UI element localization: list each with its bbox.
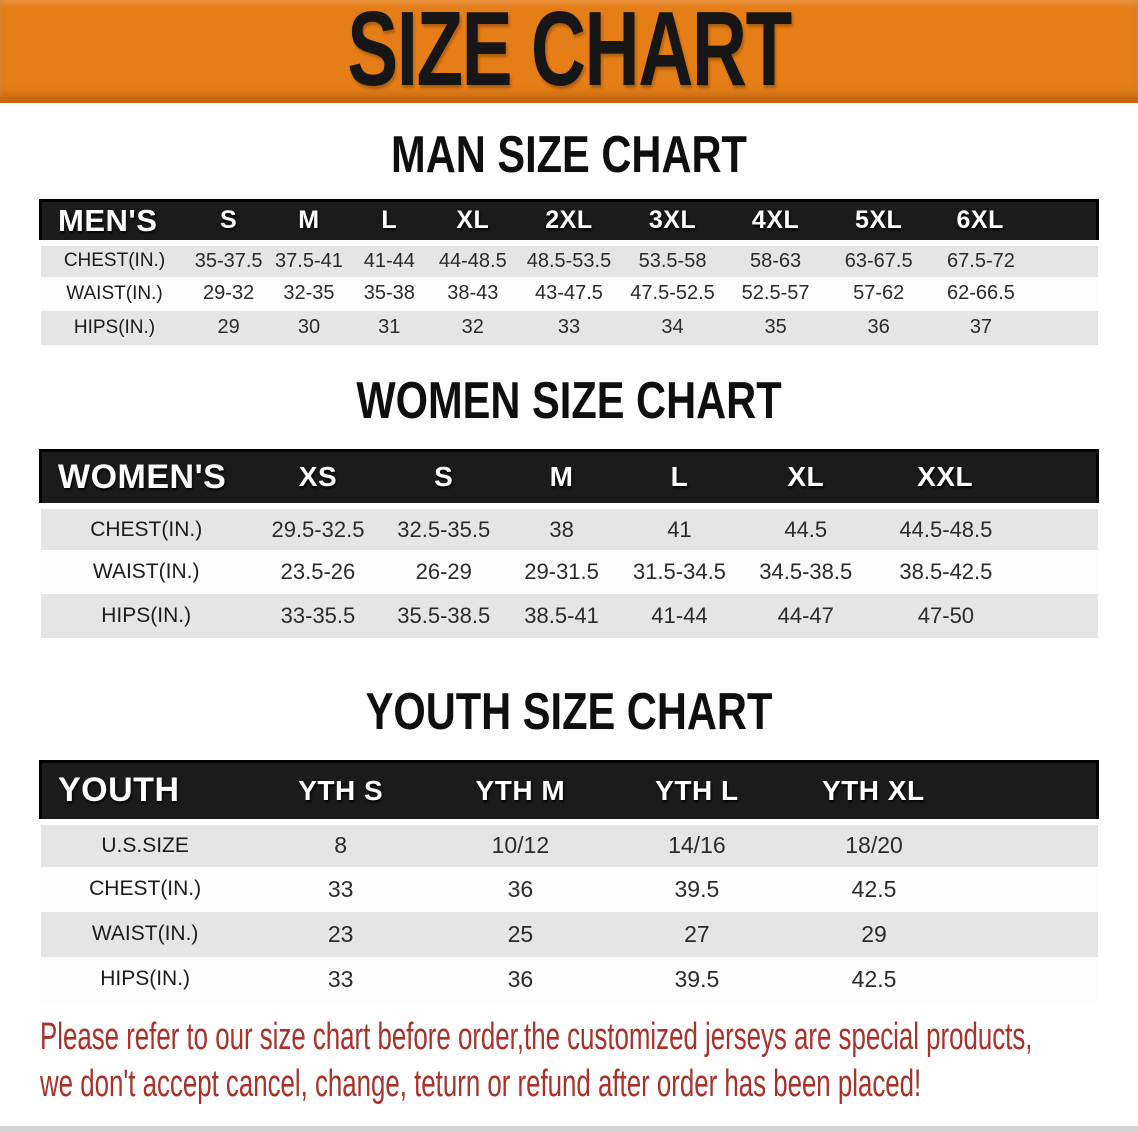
youth-row-3 [41, 957, 1098, 1002]
youth-row-label: U.S.SIZE [41, 822, 250, 867]
youth-cell: 27 [609, 912, 784, 957]
men-cell: 44-48.5 [429, 243, 516, 277]
men-column-header: 4XL [751, 206, 800, 235]
women-cell: 33-35.5 [252, 594, 384, 638]
youth-row-0 [41, 822, 1098, 867]
youth-cell: 36 [432, 957, 610, 1002]
youth-column-header: YTH XL [822, 774, 925, 806]
men-section [0, 126, 1138, 345]
banner [0, 0, 1138, 108]
women-cell: 38 [503, 506, 619, 550]
men-cell: 35-37.5 [188, 243, 268, 277]
men-cell: 63-67.5 [828, 243, 929, 277]
men-column-header: 5XL [854, 206, 903, 235]
youth-corner-label: YOUTH [58, 771, 180, 810]
youth-cell: 39.5 [609, 957, 784, 1002]
youth-cell: 33 [250, 957, 432, 1002]
men-row-label: CHEST(IN.) [41, 243, 189, 277]
youth-row-1 [41, 867, 1098, 912]
men-row-label: HIPS(IN.) [41, 311, 189, 345]
women-cell: 29.5-32.5 [252, 506, 384, 550]
women-row-label: HIPS(IN.) [41, 594, 252, 638]
women-cell: 41 [620, 506, 739, 550]
youth-section [0, 683, 1138, 1002]
men-row-1 [41, 277, 1098, 311]
youth-cell: 36 [432, 867, 610, 912]
women-cell: 29-31.5 [503, 550, 619, 594]
women-row-label: WAIST(IN.) [41, 550, 252, 594]
men-column-header: M [298, 206, 320, 235]
men-cell: 29 [188, 311, 268, 345]
youth-cell: 29 [785, 912, 1098, 957]
bottom-border [0, 1126, 1138, 1132]
women-cell: 35.5-38.5 [384, 594, 503, 638]
men-column-header: XL [456, 206, 490, 235]
women-column-header: S [434, 461, 454, 493]
men-cell: 37.5-41 [269, 243, 349, 277]
women-column-header: XL [787, 461, 825, 493]
women-section [0, 371, 1138, 639]
men-cell: 35-38 [349, 277, 429, 311]
youth-row-label: WAIST(IN.) [41, 912, 250, 957]
men-cell: 57-62 [828, 277, 929, 311]
youth-cell: 10/12 [432, 822, 610, 867]
women-cell: 26-29 [384, 550, 503, 594]
men-cell: 36 [828, 311, 929, 345]
men-column-header: 2XL [545, 206, 593, 235]
women-cell: 44-47 [739, 594, 872, 638]
men-cell: 41-44 [349, 243, 429, 277]
men-header-row [41, 201, 1098, 243]
disclaimer-line-2: we don't accept cancel, change, teturn or refund after order has been placed! [40, 1062, 922, 1105]
men-column-header: L [381, 206, 398, 235]
men-cell: 52.5-57 [723, 277, 828, 311]
women-row-0 [41, 506, 1098, 550]
men-cell: 35 [723, 311, 828, 345]
men-cell: 62-66.5 [929, 277, 1097, 311]
men-cell: 30 [269, 311, 349, 345]
youth-cell: 18/20 [785, 822, 1098, 867]
men-cell: 33 [516, 311, 622, 345]
youth-cell: 33 [250, 867, 432, 912]
men-cell: 67.5-72 [929, 243, 1097, 277]
women-cell: 47-50 [872, 594, 1097, 638]
women-cell: 23.5-26 [252, 550, 384, 594]
women-cell: 44.5 [739, 506, 872, 550]
youth-row-2 [41, 912, 1098, 957]
men-cell: 58-63 [723, 243, 828, 277]
men-cell: 38-43 [429, 277, 516, 311]
women-header-row [41, 450, 1098, 506]
women-size-table [39, 449, 1099, 639]
women-cell: 38.5-41 [503, 594, 619, 638]
men-cell: 29-32 [188, 277, 268, 311]
youth-row-label: HIPS(IN.) [41, 957, 250, 1002]
men-row-0 [41, 243, 1098, 277]
women-cell: 34.5-38.5 [739, 550, 872, 594]
women-column-header: M [549, 461, 574, 493]
women-cell: 31.5-34.5 [620, 550, 739, 594]
youth-column-header: YTH M [475, 774, 566, 806]
disclaimer-line-1: Please refer to our size chart before order,the customized jerseys are special products, [40, 1015, 1033, 1058]
youth-column-header: YTH L [655, 774, 739, 806]
women-column-header: XS [298, 461, 338, 493]
men-cell: 53.5-58 [622, 243, 723, 277]
youth-cell: 25 [432, 912, 610, 957]
women-cell: 38.5-42.5 [872, 550, 1097, 594]
youth-cell: 42.5 [785, 957, 1098, 1002]
women-cell: 32.5-35.5 [384, 506, 503, 550]
youth-cell: 14/16 [609, 822, 784, 867]
men-column-header: 6XL [956, 206, 1004, 235]
youth-size-table [39, 760, 1099, 1002]
women-cell: 41-44 [620, 594, 739, 638]
men-cell: 31 [349, 311, 429, 345]
women-row-1 [41, 550, 1098, 594]
page-title: SIZE CHART [347, 0, 791, 108]
youth-cell: 23 [250, 912, 432, 957]
men-cell: 47.5-52.5 [622, 277, 723, 311]
women-cell: 44.5-48.5 [872, 506, 1097, 550]
youth-cell: 42.5 [785, 867, 1098, 912]
men-cell: 32 [429, 311, 516, 345]
men-column-header: S [220, 206, 238, 235]
women-corner-label: WOMEN'S [58, 457, 227, 496]
men-cell: 32-35 [269, 277, 349, 311]
men-column-header: 3XL [648, 206, 697, 235]
men-cell: 43-47.5 [516, 277, 622, 311]
women-row-label: CHEST(IN.) [41, 506, 252, 550]
women-row-2 [41, 594, 1098, 638]
men-cell: 37 [929, 311, 1097, 345]
youth-heading: YOUTH SIZE CHART [365, 683, 773, 741]
men-corner-label: MEN'S [58, 202, 158, 238]
disclaimer [40, 1014, 1138, 1108]
youth-row-label: CHEST(IN.) [41, 867, 250, 912]
women-column-header: L [670, 461, 689, 493]
men-size-table [39, 199, 1099, 345]
youth-cell: 8 [250, 822, 432, 867]
men-row-2 [41, 311, 1098, 345]
men-heading: MAN SIZE CHART [391, 126, 747, 184]
men-cell: 34 [622, 311, 723, 345]
women-heading: WOMEN SIZE CHART [356, 371, 782, 430]
youth-header-row [41, 762, 1098, 822]
youth-cell: 39.5 [609, 867, 784, 912]
men-row-label: WAIST(IN.) [41, 277, 189, 311]
men-cell: 48.5-53.5 [516, 243, 622, 277]
women-column-header: XXL [917, 461, 974, 493]
youth-column-header: YTH S [298, 774, 384, 806]
